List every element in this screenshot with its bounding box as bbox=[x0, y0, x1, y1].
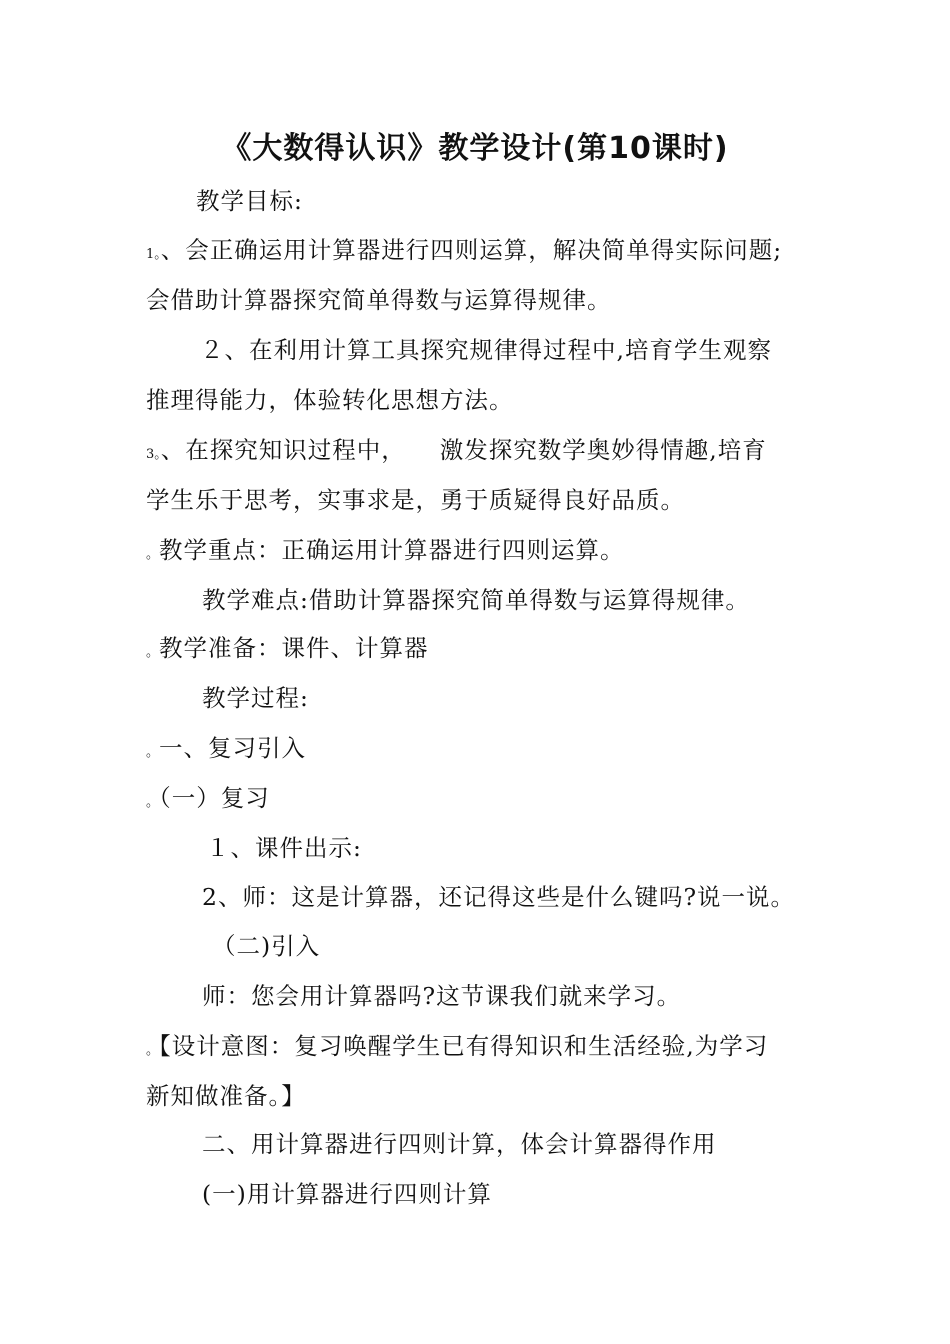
paragraph-text: 、会正确运用计算器进行四则运算，解决简单得实际问题; bbox=[160, 236, 783, 264]
paragraph-mark: 。 bbox=[146, 745, 160, 760]
paragraph-mark: 。 bbox=[146, 795, 160, 810]
paragraph-line: 教学过程: bbox=[202, 684, 309, 712]
paragraph-line bbox=[146, 230, 782, 275]
paragraph-text: （一）复习 bbox=[159, 784, 270, 812]
paragraph-mark: 。 bbox=[146, 1043, 160, 1058]
paragraph-text: 【设计意图：复习唤醒学生已有得知识和生活经验,为学习 bbox=[159, 1032, 769, 1060]
paragraph-line: ２、在利用计算工具探究规律得过程中,培育学生观察 bbox=[200, 336, 772, 364]
section-heading bbox=[146, 728, 306, 773]
subsection-heading bbox=[146, 778, 270, 823]
paragraph-line: 教学难点:借助计算器探究简单得数与运算得规律。 bbox=[202, 586, 750, 614]
paragraph-line: 师：您会用计算器吗?这节课我们就来学习。 bbox=[202, 982, 682, 1010]
paragraph-mark: 。 bbox=[146, 547, 160, 562]
paragraph-mark: 。 bbox=[146, 645, 160, 660]
paragraph-line bbox=[146, 530, 625, 575]
subsection-heading: (一)用计算器进行四则计算 bbox=[202, 1180, 492, 1208]
paragraph-line: 推理得能力，体验转化思想方法。 bbox=[146, 386, 514, 414]
paragraph-line bbox=[146, 430, 767, 475]
paragraph-text: 激发探究数学奥妙得情趣,培育 bbox=[439, 436, 767, 464]
paragraph-line: 2、师：这是计算器，还记得这些是什么键吗?说一说。 bbox=[202, 883, 796, 911]
list-number: 3。 bbox=[146, 447, 161, 462]
paragraph-line: 会借助计算器探究简单得数与运算得规律。 bbox=[146, 286, 612, 314]
paragraph-line: 新知做准备。】 bbox=[146, 1082, 306, 1110]
subsection-heading: （二)引入 bbox=[212, 932, 321, 960]
paragraph-text: 、在探究知识过程中， bbox=[160, 436, 406, 464]
paragraph-line bbox=[146, 628, 429, 673]
paragraph-text: 教学重点：正确运用计算器进行四则运算。 bbox=[159, 536, 625, 564]
paragraph-line: 学生乐于思考，实事求是，勇于质疑得良好品质。 bbox=[146, 486, 685, 514]
list-number: 1。 bbox=[146, 247, 161, 262]
paragraph-text: 一、复习引入 bbox=[159, 734, 307, 762]
paragraph-text: 教学准备：课件、计算器 bbox=[159, 634, 429, 662]
paragraph-line: 教学目标: bbox=[196, 187, 303, 215]
paragraph-line: １、课件出示: bbox=[206, 834, 362, 862]
section-heading: 二、用计算器进行四则计算，体会计算器得作用 bbox=[202, 1130, 717, 1158]
document-title: 《大数得认识》教学设计(第10课时) bbox=[221, 131, 729, 166]
paragraph-line bbox=[146, 1026, 768, 1071]
